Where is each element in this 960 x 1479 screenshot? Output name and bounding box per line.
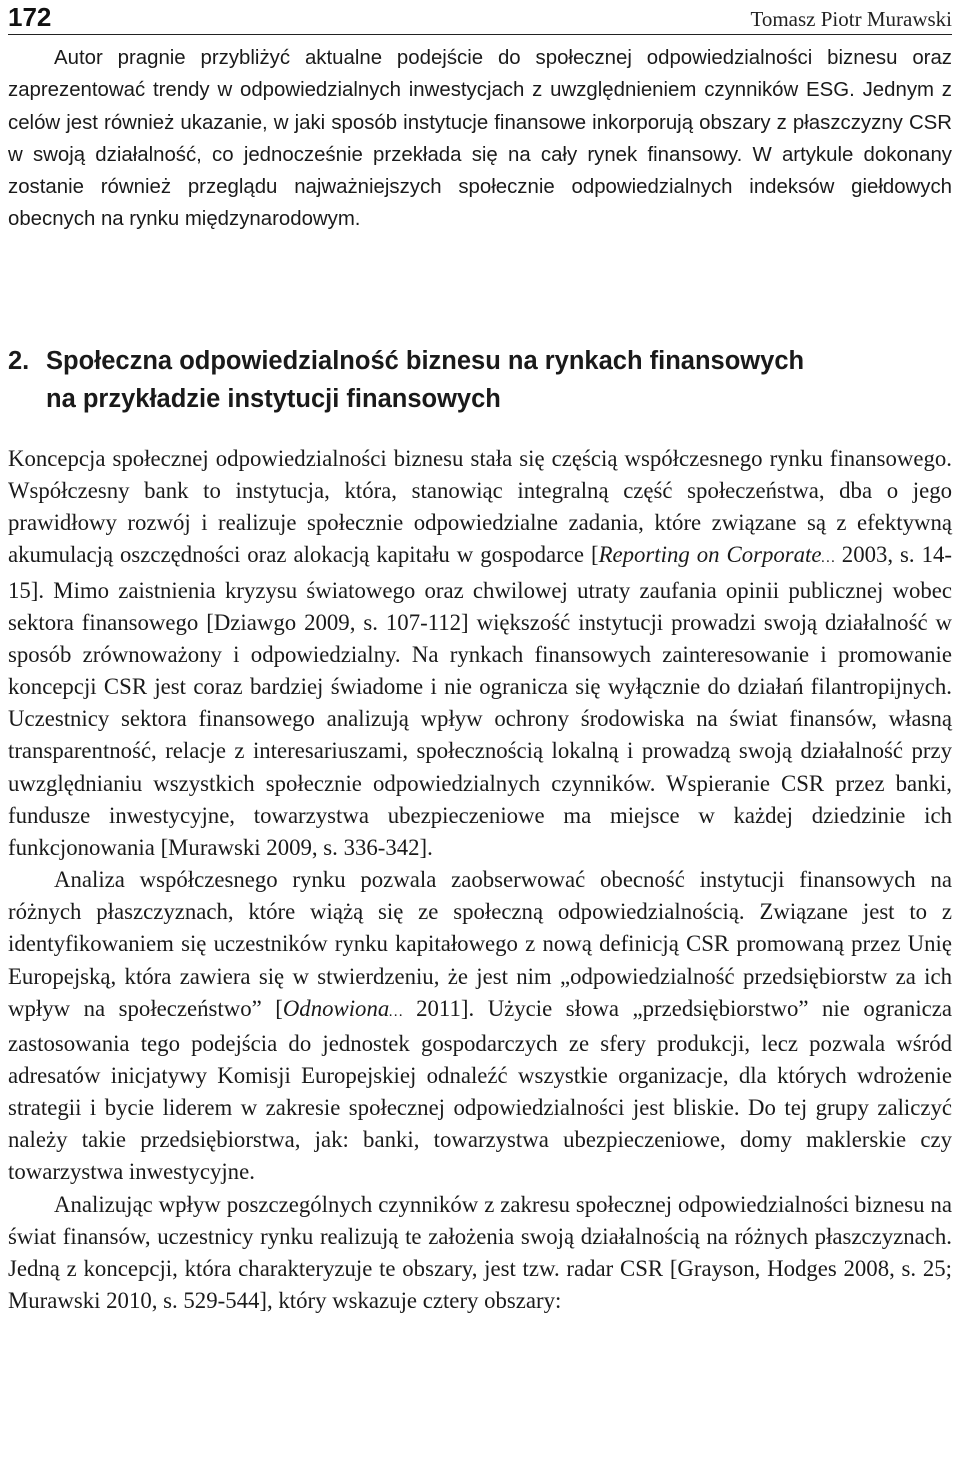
section-heading [8,342,952,418]
abstract-paragraph: Autor pragnie przybliżyć aktualne podejście do społecznej odpowiedzialności biznesu oraz zaprezentować trendy w odpowiedzialnych inwestycjach z uwzględnieniem czynników ESG. Jednym z celów jest również ukazanie, w jaki sposób instytucje finansowe inkorporują obszary z płaszczyzny CSR w swoją działalność, co jednocześnie przekłada się na cały rynek finansowy. W artykule dokonany zostanie również przeglądu najważniejszych społecznie odpowiedzialnych indeksów giełdowych obecnych na rynku międzynarodowym. [8,47,952,231]
citation-title: Reporting on Corporate [598,542,822,568]
body-text [8,443,952,1317]
running-head-author: Tomasz Piotr Murawski [750,7,952,31]
citation-ellipsis: … [389,1003,403,1020]
page-number: 172 [8,2,52,32]
section-title-line1: Społeczna odpowiedzialność biznesu na rynkach finansowych [46,347,805,375]
paragraph-1-text-a: Koncepcja społecznej odpowiedzialności biznesu stała się częścią współczesnego rynku finansowego. Współczesny bank to instytucja, która, stanowiąc integralną część społeczeństwa, dba o jego prawidłowy rozwój i realizuje społecznie odpowiedzialne zadania, które związane są z efektywną akumulacją oszczędności oraz alokacją kapitału w gospodarce [ [8,446,952,568]
paragraph-2-text-b: 2011]. Użycie słowa „przedsiębiorstwo” nie ogranicza zastosowania tego podejścia do jednostek gospodarczych ze sfery produkcji, lecz pozwala wśród adresatów inicjatywy Komisji Europejskiej odnaleźć wszystkie organizacje, dla których wdrożenie strategii i bycie liderem w zakresie społecznej odpowiedzialności jest bliskie. Do tej grupy zaliczyć należy takie przedsiębiorstwa, jak: banki, towarzystwa ubezpieczeniowe, domy maklerskie czy towarzystwa inwestycyjne. [8,995,953,1185]
citation-reporting-on-corporate [599,542,835,567]
section-title-line2: na przykładzie instytucji finansowych [46,385,501,413]
body-paragraph-2 [8,864,952,1189]
page-header [8,0,952,34]
body-paragraph-1 [8,443,952,864]
citation-odnowiona [283,996,403,1021]
body-paragraph-3: Analizując wpływ poszczególnych czynników z zakresu społecznej odpowiedzialności biznesu na świat finansów, uczestnicy rynku realizują te założenia swoją działalnością na różnych płaszczyznach. Jedną z koncepcji, która charakteryzuje te obszary, jest tzw. radar CSR [Grayson, Hodges 2008, s. 25; Murawski 2010, s. 529-544], który wskazuje cztery obszary: [8,1191,952,1314]
citation-ellipsis: … [821,550,835,567]
citation-title: Odnowiona [282,995,390,1021]
paragraph-2-text-a: Analiza współczesnego rynku pozwala zaobserwować obecność instytucji finansowych na różnych płaszczyznach, które wiążą się ze społeczną odpowiedzialnością. Związane jest to z identyfikowaniem się uczestników rynku kapitałowego z nową definicją CSR promowaną przez Unię Europejską, która zawiera się w stwierdzeniu, że jest nim „odpowiedzialność przedsiębiorstw za ich wpływ na społeczeństwo” [ [8,867,952,1021]
header-rule [8,34,952,35]
section-number: 2. [8,347,30,375]
paragraph-1-text-b: 2003, s. 14-15]. Mimo zaistnienia kryzysu światowego oraz chwilowej utraty zaufania opinii publicznej wobec sektora finansowego [Dziawgo 2009, s. 107-112] większość instytucji prowadzi swoją działalność w sposób zrównoważony i odpowiedzialny. Na rynkach finansowych zainteresowanie i promowanie koncepcji CSR jest coraz bardziej świadome i nie ogranicza się wyłącznie do działań filantropijnych. Uczestnicy sektora finansowego analizują wpływ ochrony środowiska na świat finansów, własną transparentność, relacje z interesariuszami, społecznością lokalną i prowadzą swoją działalność przy uwzględnianiu wszystkich społecznie odpowiedzialnych czynników. Wspieranie CSR przez banki, fundusze inwestycyjne, towarzystwa ubezpieczeniowe ma miejsce w każdej dziedzinie ich funkcjonowania [Murawski 2009, s. 336-342]. [8,542,952,860]
